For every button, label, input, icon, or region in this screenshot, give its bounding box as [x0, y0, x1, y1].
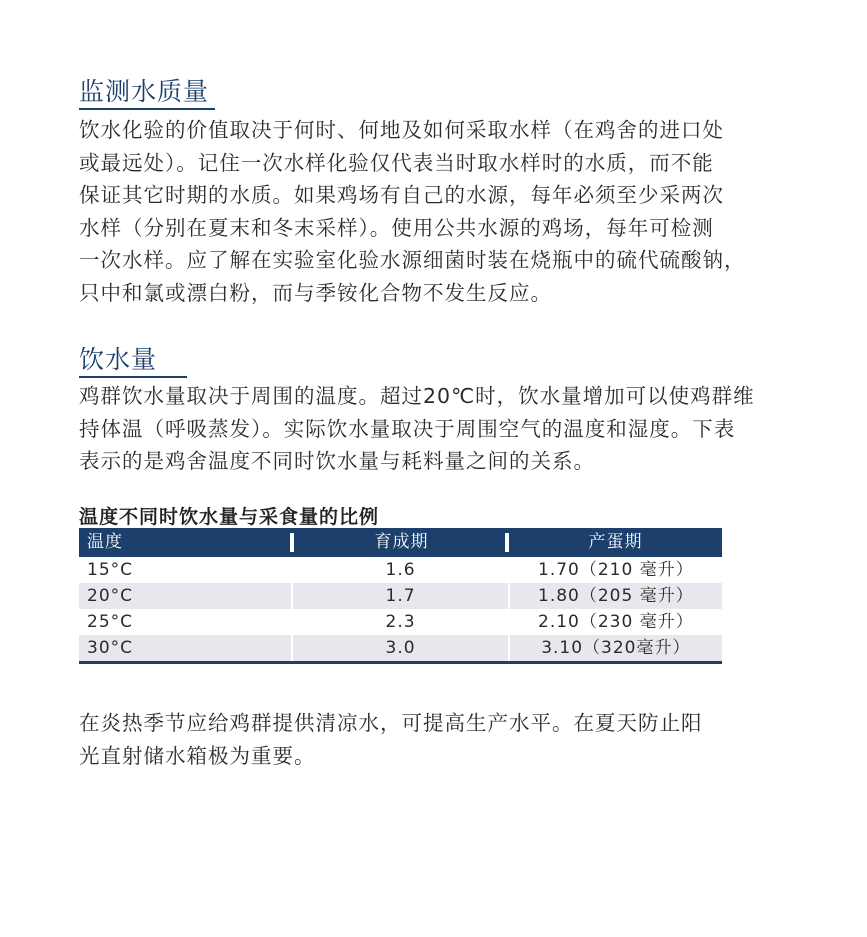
cell-laying: 1.80（205 毫升）	[510, 583, 722, 609]
table-row	[79, 557, 722, 583]
header-temperature	[79, 528, 294, 557]
paragraph-line: 保证其它时期的水质。如果鸡场有自己的水源，每年必须至少采两次	[79, 183, 724, 207]
table-row	[79, 609, 722, 635]
cell-growing: 1.6	[293, 557, 509, 583]
paragraph-water-quality	[79, 114, 794, 309]
heading-text: 饮水量	[79, 345, 158, 374]
paragraph-line: 饮水化验的价值取决于何时、何地及如何采取水样（在鸡舍的进口处	[79, 118, 724, 142]
paragraph-water-intake	[79, 380, 794, 478]
paragraph-line: 表示的是鸡舍温度不同时饮水量与耗料量之间的关系。	[79, 449, 595, 473]
table-caption: 温度不同时饮水量与采食量的比例	[79, 506, 380, 528]
paragraph-line: 鸡群饮水量取决于周围的温度。超过20℃时，饮水量增加可以使鸡群维	[79, 384, 755, 408]
cell-temperature: 30°C	[79, 635, 293, 661]
paragraph-line: 光直射储水箱极为重要。	[79, 743, 316, 768]
cell-temperature: 25°C	[79, 609, 293, 635]
cell-growing: 1.7	[293, 583, 509, 609]
header-label: 产蛋期	[588, 532, 643, 552]
header-laying-period	[509, 528, 722, 557]
header-label: 育成期	[374, 532, 429, 552]
paragraph-line: 一次水样。应了解在实验室化验水源细菌时装在烧瓶中的硫代硫酸钠，	[79, 248, 746, 272]
table-row	[79, 583, 722, 609]
paragraph-line: 或最远处）。记住一次水样化验仅代表当时取水样时的水质，而不能	[79, 150, 714, 175]
table-header	[79, 528, 722, 557]
cell-temperature: 15°C	[79, 557, 293, 583]
header-growing-period	[294, 528, 509, 557]
water-feed-ratio-table	[79, 528, 722, 664]
cell-temperature: 20°C	[79, 583, 293, 609]
section-heading-water-quality	[79, 77, 209, 107]
cell-growing: 2.3	[293, 609, 509, 635]
paragraph-line: 在炎热季节应给鸡群提供清凉水，可提高生产水平。在夏天防止阳	[79, 711, 703, 735]
paragraph-line: 持体温（呼吸蒸发）。实际饮水量取决于周围空气的温度和湿度。下表	[79, 416, 736, 441]
paragraph-line: 只中和氯或漂白粉，而与季铵化合物不发生反应。	[79, 280, 552, 305]
cell-laying: 2.10（230 毫升）	[538, 612, 694, 632]
heading-underline	[79, 376, 187, 378]
cell-growing: 3.0	[293, 635, 509, 661]
header-divider	[505, 533, 509, 552]
header-label: 温度	[87, 532, 123, 552]
section-heading-water-intake	[79, 345, 157, 375]
cell-laying: 3.10（320毫升）	[510, 635, 722, 661]
heading-underline	[79, 108, 215, 110]
heading-text: 监测水质量	[79, 77, 210, 106]
table-row	[79, 635, 722, 661]
cell-laying: 1.70（210 毫升）	[538, 560, 694, 580]
paragraph-line: 水样（分别在夏末和冬末采样）。使用公共水源的鸡场，每年可检测	[79, 215, 714, 240]
paragraph-cool-water	[79, 707, 779, 772]
